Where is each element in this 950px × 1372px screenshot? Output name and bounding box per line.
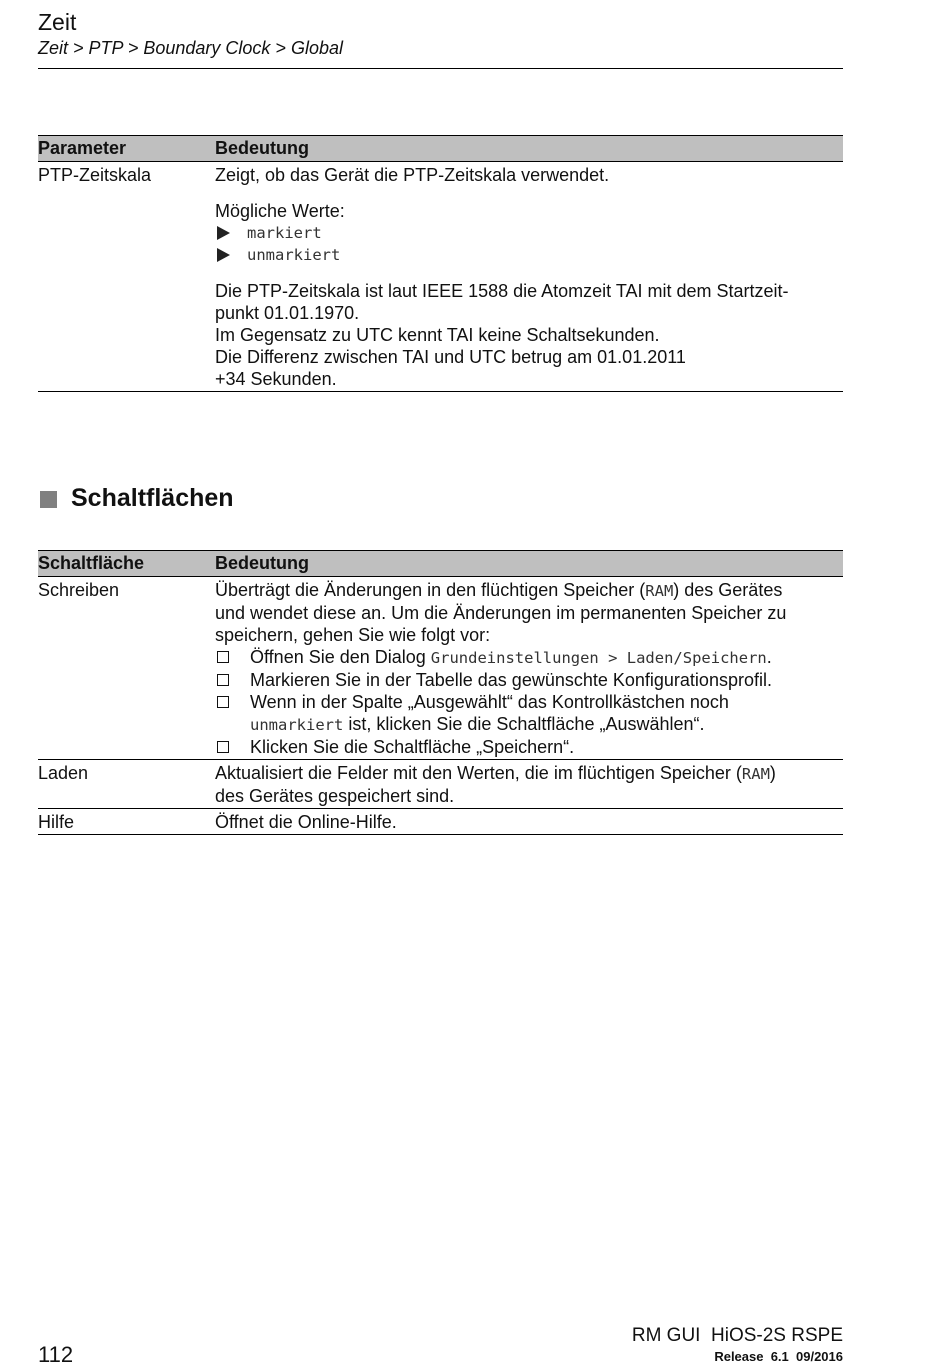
header-button: Schaltfläche [38,553,145,573]
value-code: unmarkiert [247,246,341,264]
table-header [38,550,843,577]
list-item: Markieren Sie in der Tabelle das gewünschte Konfigurationsprofil. [215,669,843,691]
checkbox-bullet-icon [217,741,229,753]
header-meaning: Bedeutung [215,138,309,158]
button-description: Öffnet die Online-Hilfe. [215,812,397,832]
button-description [215,579,843,758]
note-line: Die PTP-Zeitskala ist laut IEEE 1588 die Atomzeit TAI mit dem Startzeit- [215,281,789,301]
button-name: Hilfe [38,812,75,832]
value-code: markiert [247,224,322,242]
list-item [215,222,843,244]
note-line: punkt 01.01.1970. [215,303,360,323]
list-item: Klicken Sie die Schaltfläche „Speichern“. [215,736,843,758]
table-row [38,809,843,835]
section-title: Schaltflächen [71,484,234,512]
list-item: Öffnen Sie den Dialog Grundeinstellungen > Laden/Speichern. [215,646,843,669]
parameter-table [38,135,843,392]
ram-code: RAM [645,582,674,600]
header-divider [38,68,843,69]
breadcrumb: Zeit > PTP > Boundary Clock > Global [38,38,343,58]
desc-line: speichern, gehen Sie wie folgt vor: [215,625,491,645]
desc-line: Aktualisiert die Felder mit den Werten, die im flüchtigen Speicher (RAM) [215,763,776,783]
dialog-path-code: Grundeinstellungen > Laden/Speichern [430,649,767,667]
param-desc-text: Zeigt, ob das Gerät die PTP-Zeitskala verwendet. [215,165,610,185]
buttons-table [38,550,843,835]
button-name: Schreiben [38,580,120,600]
list-item [215,244,843,266]
section-square-icon [40,491,57,508]
header-parameter: Parameter [38,138,127,158]
param-name: PTP-Zeitskala [38,165,152,185]
header-meaning: Bedeutung [215,553,309,573]
ram-code: RAM [741,765,770,783]
values-label: Mögliche Werte: [215,201,345,221]
table-row [38,577,843,760]
checkbox-bullet-icon [217,696,229,708]
note-line: Im Gegensatz zu UTC kennt TAI keine Schaltsekunden. [215,325,660,345]
table-row [38,162,843,392]
table-row [38,760,843,809]
button-name: Laden [38,763,89,783]
page-chapter-title: Zeit [38,9,77,35]
list-item: Wenn in der Spalte „Ausgewählt“ das Kontrollkästchen noch unmarkiert ist, klicken Sie die Schaltfläche „Auswählen“. [215,691,843,736]
triangle-bullet-icon [217,226,230,240]
note-line: +34 Sekunden. [215,369,337,389]
table-header [38,135,843,162]
checkbox-bullet-icon [217,674,229,686]
button-description [215,762,843,807]
param-description [215,164,843,390]
desc-line: des Gerätes gespeichert sind. [215,786,455,806]
document-title: RM GUI HiOS-2S RSPE [631,1325,843,1346]
page-number: 112 [38,1342,74,1367]
desc-line: und wendet diese an. Um die Änderungen im permanenten Speicher zu [215,603,787,623]
value-code: unmarkiert [250,716,344,734]
triangle-bullet-icon [217,248,230,262]
release-info: Release 6.1 09/2016 [714,1349,843,1364]
desc-line: Überträgt die Änderungen in den flüchtigen Speicher (RAM) des Gerätes [215,580,783,600]
note-line: Die Differenz zwischen TAI und UTC betrug am 01.01.2011 [215,347,686,367]
checkbox-bullet-icon [217,651,229,663]
